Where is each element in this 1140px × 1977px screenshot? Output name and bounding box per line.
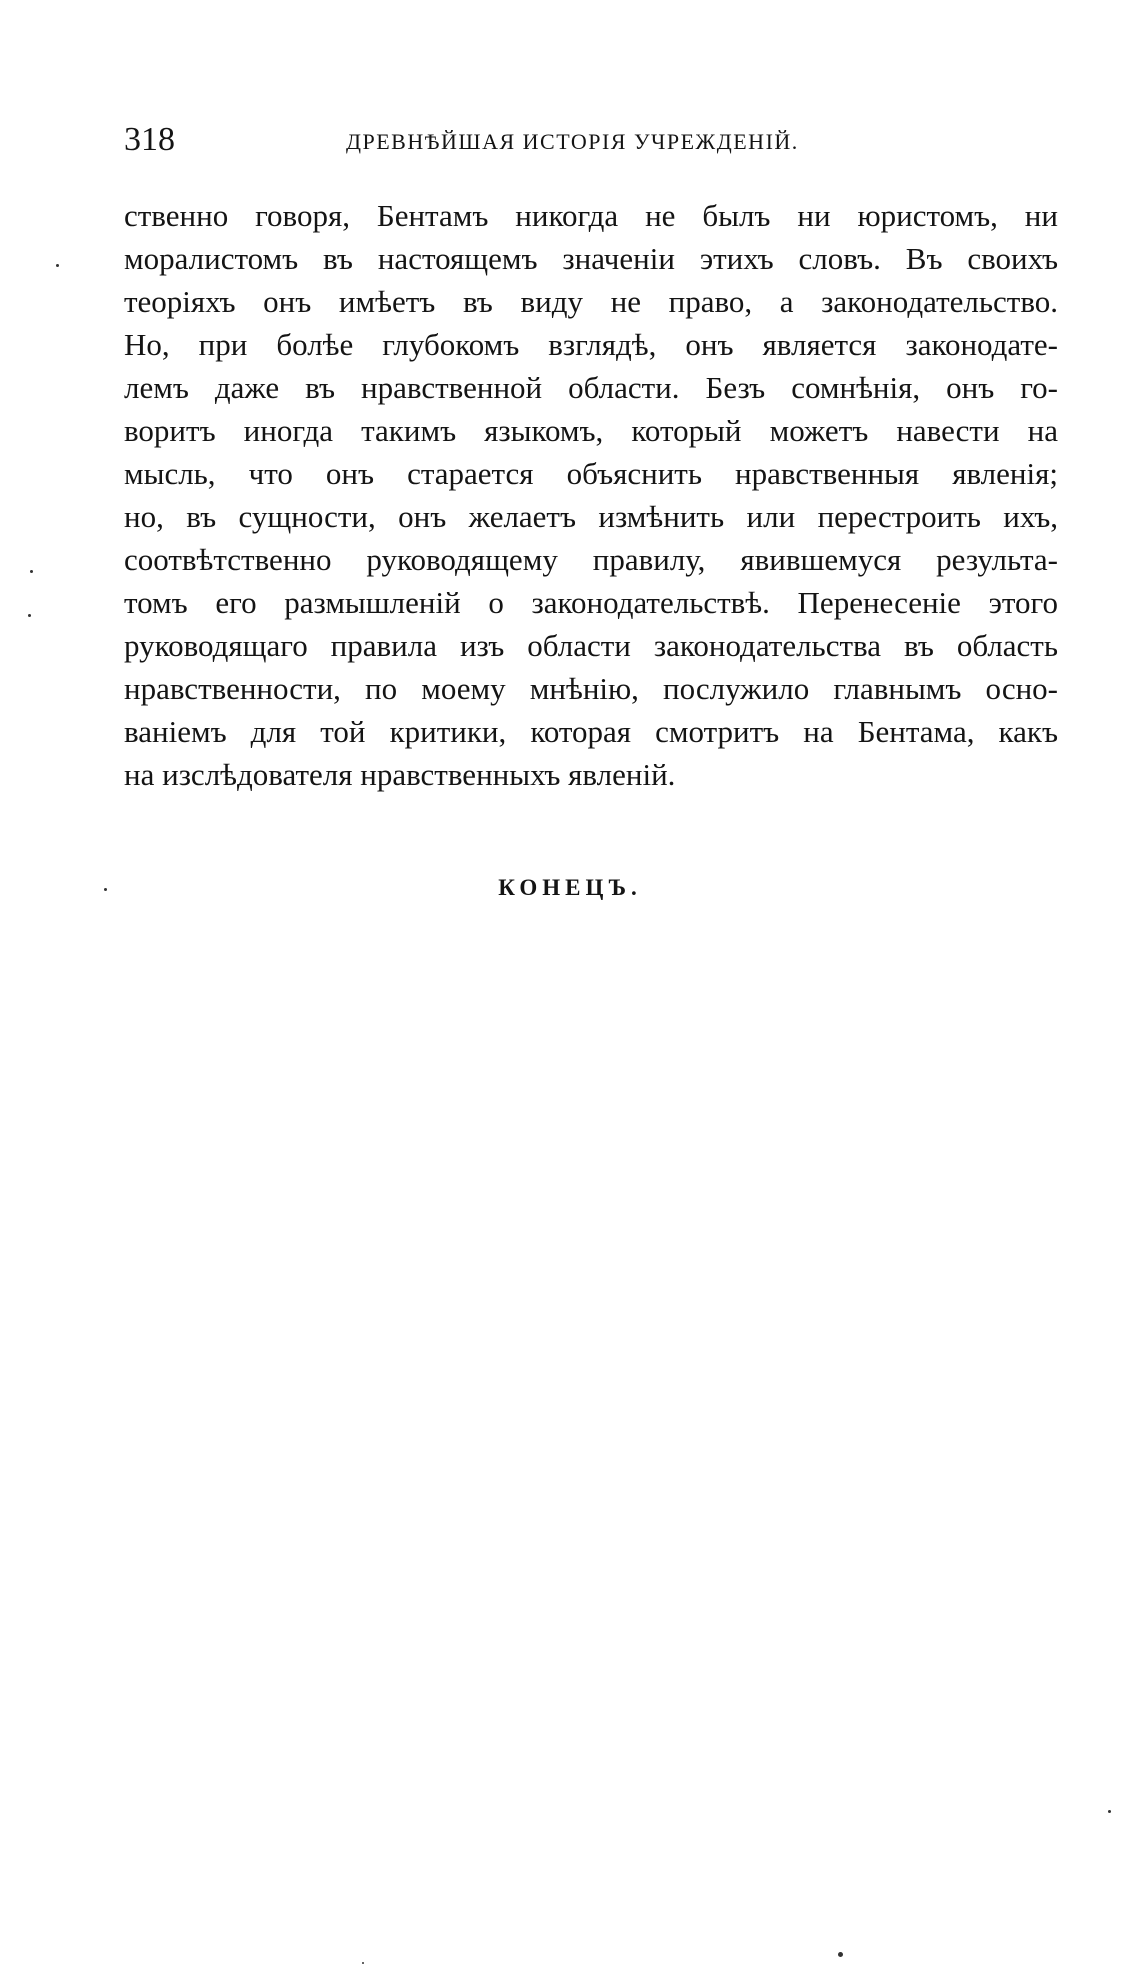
- text-line: ваніемъ для той критики, которая смотритъ на Бентама, какъ: [124, 714, 1058, 749]
- scan-speck: [28, 614, 31, 617]
- text-line: на изслѣдователя нравственныхъ явленій.: [124, 757, 676, 792]
- scan-speck: [838, 1952, 843, 1957]
- end-mark: КОНЕЦЪ.: [498, 875, 642, 900]
- text-line: ственно говоря, Бентамъ никогда не былъ ни юристомъ, ни: [124, 198, 1058, 233]
- text-line: нравственности, по моему мнѣнію, послужило главнымъ осно-: [124, 671, 1058, 706]
- text-line: лемъ даже въ нравственной области. Безъ сомнѣнія, онъ го-: [124, 370, 1058, 405]
- text-line: но, въ сущности, онъ желаетъ измѣнить или перестроить ихъ,: [124, 499, 1058, 534]
- scan-speck: [56, 264, 59, 267]
- scan-speck: [30, 570, 33, 573]
- scan-speck: [362, 1962, 364, 1964]
- scan-speck: [1108, 1810, 1111, 1813]
- page-number: 318: [124, 121, 175, 158]
- text-line: руководящаго правила изъ области законодательства въ область: [124, 628, 1058, 663]
- scan-speck: [104, 888, 107, 891]
- text-line: соотвѣтственно руководящему правилу, явившемуся результа-: [124, 542, 1058, 577]
- running-title: ДРЕВНѢЙШАЯ ИСТОРІЯ УЧРЕЖДЕНІЙ.: [346, 129, 799, 154]
- text-line: томъ его размышленій о законодательствѣ. Перенесеніе этого: [124, 585, 1058, 620]
- text-line: мысль, что онъ старается объяснить нравственныя явленія;: [124, 456, 1058, 491]
- text-line: воритъ иногда такимъ языкомъ, который можетъ навести на: [124, 413, 1058, 448]
- text-line: Но, при болѣе глубокомъ взглядѣ, онъ является законодате-: [124, 327, 1058, 362]
- body-text: [124, 194, 1058, 796]
- text-line: теоріяхъ онъ имѣетъ въ виду не право, а законодательство.: [124, 284, 1058, 319]
- text-line: моралистомъ въ настоящемъ значеніи этихъ словъ. Въ своихъ: [124, 241, 1058, 276]
- running-head: [124, 120, 1058, 160]
